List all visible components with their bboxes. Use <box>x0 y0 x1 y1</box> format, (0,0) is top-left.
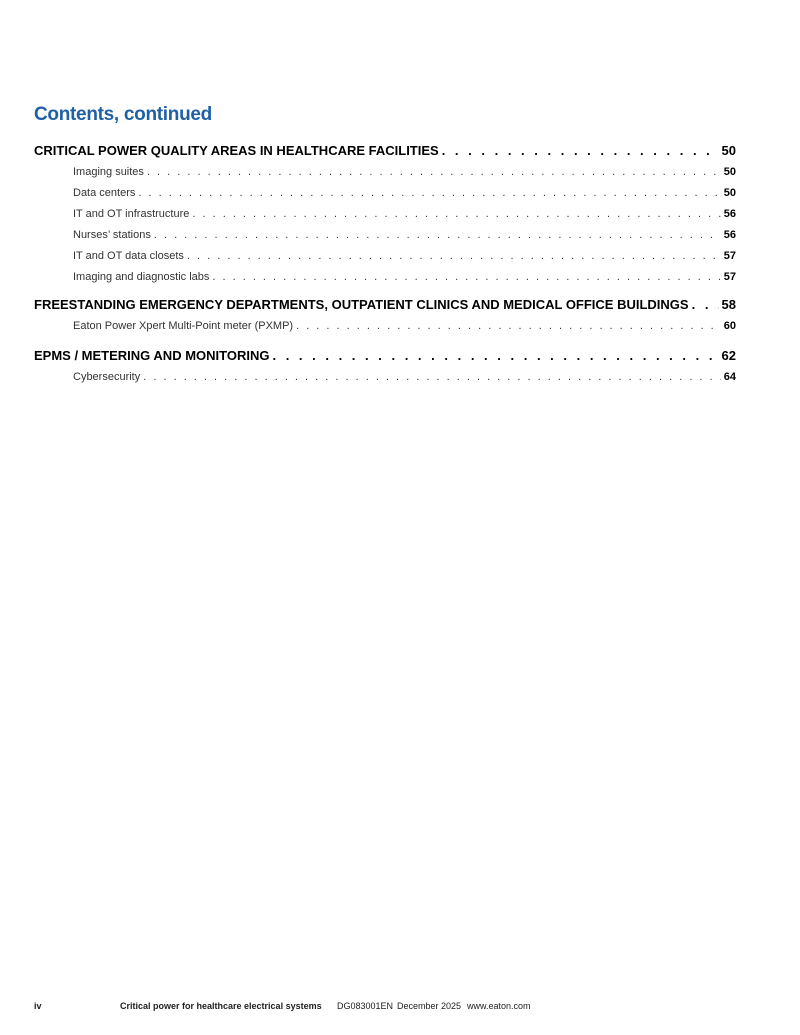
toc-section-freestanding-emergency[interactable] <box>34 294 736 316</box>
toc-item-nurses-stations[interactable] <box>34 225 736 246</box>
toc-item-it-ot-data-closets[interactable] <box>34 246 736 267</box>
toc-section-critical-power-quality[interactable] <box>34 140 736 162</box>
dot-leader <box>442 140 719 162</box>
toc-section-epms-metering[interactable] <box>34 345 736 367</box>
toc-page-number: 57 <box>723 271 736 283</box>
dot-leader <box>272 345 718 367</box>
toc-item-pxmp[interactable] <box>34 316 736 337</box>
toc-page-number: 57 <box>723 250 736 262</box>
toc-section-label: FREESTANDING EMERGENCY DEPARTMENTS, OUTPATIENT CLINICS AND MEDICAL OFFICE BUILDINGS <box>34 297 689 312</box>
table-of-contents <box>34 140 736 388</box>
dot-leader <box>147 162 721 183</box>
toc-item-label: Cybersecurity <box>73 371 141 383</box>
toc-page-number: 50 <box>723 187 736 199</box>
footer-url[interactable]: www.eaton.com <box>467 1001 531 1011</box>
toc-item-label: Data centers <box>73 187 136 199</box>
dot-leader <box>143 367 721 388</box>
toc-item-label: Nurses’ stations <box>73 229 151 241</box>
toc-page-number: 56 <box>723 229 736 241</box>
toc-page-number: 58 <box>721 297 736 312</box>
toc-item-label: Eaton Power Xpert Multi-Point meter (PXMP) <box>73 320 294 332</box>
toc-item-it-ot-infrastructure[interactable] <box>34 204 736 225</box>
dot-leader <box>296 316 721 337</box>
toc-section-label: CRITICAL POWER QUALITY AREAS IN HEALTHCARE FACILITIES <box>34 143 439 158</box>
toc-page-number: 50 <box>723 166 736 178</box>
footer-document-code: DG083001EN <box>337 1001 394 1011</box>
footer-document-title: Critical power for healthcare electrical systems <box>120 1001 322 1011</box>
toc-item-data-centers[interactable] <box>34 183 736 204</box>
toc-page-number: 60 <box>723 320 736 332</box>
page-title: Contents, continued <box>34 104 212 125</box>
toc-item-imaging-diagnostic-labs[interactable] <box>34 267 736 288</box>
dot-leader <box>154 225 721 246</box>
toc-page-number: 50 <box>721 143 736 158</box>
toc-item-cybersecurity[interactable] <box>34 367 736 388</box>
toc-page-number: 64 <box>723 371 736 383</box>
folio-page-number: iv <box>34 1001 42 1011</box>
toc-page-number: 62 <box>721 348 736 363</box>
dot-leader <box>212 267 720 288</box>
toc-item-label: IT and OT infrastructure <box>73 208 190 220</box>
section-spacer <box>34 337 736 345</box>
toc-item-label: Imaging suites <box>73 166 144 178</box>
dot-leader <box>692 294 719 316</box>
toc-item-imaging-suites[interactable] <box>34 162 736 183</box>
toc-item-label: IT and OT data closets <box>73 250 184 262</box>
dot-leader <box>138 183 720 204</box>
dot-leader <box>187 246 721 267</box>
toc-item-label: Imaging and diagnostic labs <box>73 271 210 283</box>
footer-date: December 2025 <box>397 1001 462 1011</box>
dot-leader <box>192 204 720 225</box>
toc-section-label: EPMS / METERING AND MONITORING <box>34 348 270 363</box>
toc-page-number: 56 <box>723 208 736 220</box>
